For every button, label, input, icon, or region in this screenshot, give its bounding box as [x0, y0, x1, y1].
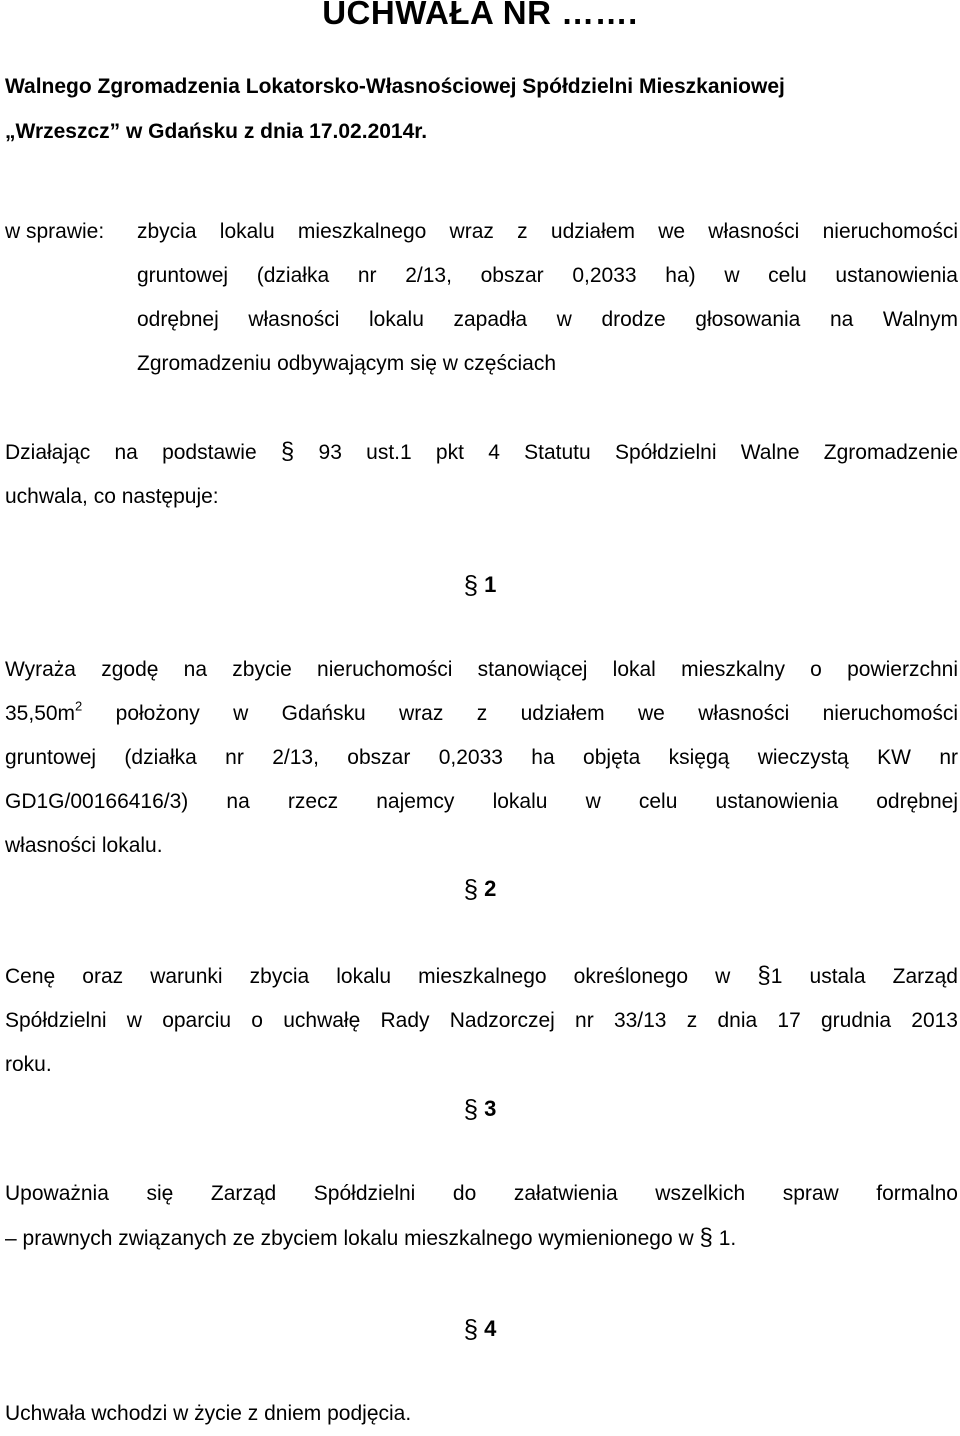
regarding-line: zbycia lokalu mieszkalnego wraz z udziałem we własności nieruchomości — [137, 220, 958, 243]
section-line: Spółdzielni w oparciu o uchwałę Rady Nadzorczej nr 33/13 z dnia 17 grudnia 2013 — [5, 1009, 958, 1032]
section-line: $35,50m^2$ położony w Gdańsku wraz z udziałem we własności nieruchomości — [5, 698, 958, 725]
section-symbol-icon: § — [463, 1094, 479, 1124]
section-4-text — [5, 1392, 958, 1436]
section-1-text — [5, 648, 958, 868]
regarding-label: w sprawie: — [5, 220, 105, 243]
section-line: roku. — [5, 1053, 52, 1076]
section-symbol-icon: § — [463, 1314, 479, 1344]
regarding-line: Zgromadzeniu odbywającym się w częściach — [137, 352, 557, 375]
section-heading-2: § 2 — [463, 874, 497, 904]
section-line: GD1G/00166416/3) na rzecz najemcy lokalu w celu ustanowienia odrębnej — [5, 790, 958, 813]
section-line: Upoważnia się Zarząd Spółdzielni do załatwienia wszelkich spraw formalno — [5, 1182, 958, 1205]
regarding-text — [137, 210, 958, 386]
section-2-text — [5, 954, 958, 1087]
regarding-line: odrębnej własności lokalu zapadła w drodze głosowania na Walnym — [137, 308, 958, 331]
section-symbol-icon: § — [699, 1224, 713, 1251]
section-heading-3: § 3 — [463, 1094, 497, 1124]
preamble — [5, 430, 958, 519]
section-symbol-icon: § — [280, 438, 295, 465]
preamble-line-2: uchwala, co następuje: — [5, 485, 219, 508]
document-title: UCHWAŁA NR ……. — [322, 0, 638, 31]
section-line: Wyraża zgodę na zbycie nieruchomości stanowiącej lokal mieszkalny o powierzchni — [5, 658, 958, 681]
section-symbol-icon: § — [463, 874, 479, 904]
section-line: Uchwała wchodzi w życie z dniem podjęcia. — [5, 1402, 412, 1425]
section-3-text — [5, 1172, 958, 1261]
section-line: własności lokalu. — [5, 834, 163, 857]
superscript: 2 — [75, 698, 83, 714]
regarding-line: gruntowej (działka nr 2/13, obszar 0,2033 ha) w celu ustanowienia — [137, 264, 958, 287]
subtitle-line-1: Walnego Zgromadzenia Lokatorsko-Własnościowej Spółdzielni Mieszkaniowej — [5, 75, 785, 98]
section-line: Cenę oraz warunki zbycia lokalu mieszkalnego określonego w §1 ustala Zarząd — [5, 962, 958, 989]
section-line: – prawnych związanych ze zbyciem lokalu mieszkalnego wymienionego w § 1. — [5, 1224, 737, 1251]
section-symbol-icon: § — [463, 570, 479, 600]
subtitle-line-2: „Wrzeszcz” w Gdańsku z dnia 17.02.2014r. — [5, 120, 428, 143]
section-symbol-icon: § — [757, 962, 771, 989]
section-line: gruntowej (działka nr 2/13, obszar 0,2033 ha objęta księgą wieczystą KW nr — [5, 746, 958, 769]
section-heading-4: § 4 — [463, 1314, 497, 1344]
section-heading-1: § 1 — [463, 570, 497, 600]
preamble-line-1: Działając na podstawie § 93 ust.1 pkt 4 Statutu Spółdzielni Walne Zgromadzenie — [5, 438, 958, 465]
